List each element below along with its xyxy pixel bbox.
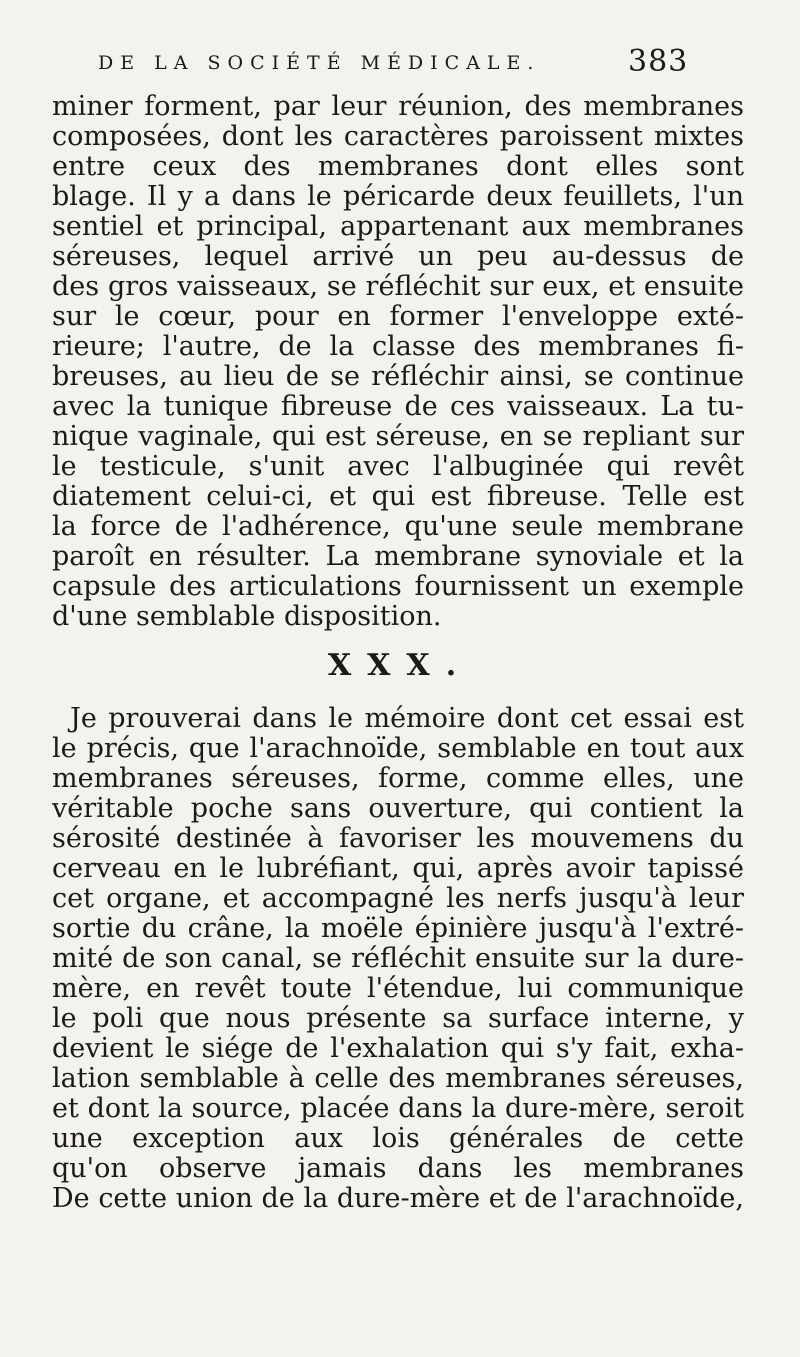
running-head: DE LA SOCIÉTÉ MÉDICALE. [98, 52, 541, 74]
paragraph-2 [52, 704, 744, 1214]
text-line: le poli que nous présente sa surface interne, y [52, 1004, 744, 1034]
text-line: breuses, au lieu de se réfléchir ainsi, se continue [52, 362, 744, 392]
text-line: sérosité destinée à favoriser les mouvemens du [52, 824, 744, 854]
paragraph-1 [52, 92, 744, 632]
text-line: qu'on observe jamais dans les membranes [52, 1154, 744, 1184]
text-line: diatement celui-ci, et qui est fibreuse. Telle est [52, 482, 744, 512]
text-line: lation semblable à celle des membranes séreuses, [52, 1064, 744, 1094]
text-line: des gros vaisseaux, se réfléchit sur eux, et ensuite [52, 272, 744, 302]
text-line: composées, dont les caractères paroissent mixtes [52, 122, 744, 152]
text-line: capsule des articulations fournissent un exemple [52, 572, 744, 602]
text-line: Je prouverai dans le mémoire dont cet essai est [70, 704, 744, 734]
text-line: De cette union de la dure-mère et de l'arachnoïde, [52, 1184, 744, 1214]
page-header [0, 44, 800, 94]
text-line: nique vaginale, qui est séreuse, en se repliant sur [52, 422, 744, 452]
text-line: membranes séreuses, forme, comme elles, une [52, 764, 744, 794]
section-title: XXX. [327, 648, 473, 683]
text-line: sur le cœur, pour en former l'enveloppe exté- [52, 302, 744, 332]
text-line: sortie du crâne, la moële épinière jusqu'à l'extré- [52, 914, 744, 944]
text-line: sentiel et principal, appartenant aux membranes [52, 212, 744, 242]
text-line: le précis, que l'arachnoïde, semblable en tout aux [52, 734, 744, 764]
text-line: devient le siége de l'exhalation qui s'y fait, exha- [52, 1034, 744, 1064]
text-line: entre ceux des membranes dont elles sont [52, 152, 744, 182]
text-line: la force de l'adhérence, qu'une seule membrane [52, 512, 744, 542]
text-line: d'une semblable disposition. [52, 601, 442, 632]
text-line: et dont la source, placée dans la dure-mère, seroit [52, 1094, 744, 1124]
text-line: blage. Il y a dans le péricarde deux feuillets, l'un [52, 182, 744, 212]
text-line: séreuses, lequel arrivé un peu au-dessus de [52, 242, 744, 272]
text-line: véritable poche sans ouverture, qui contient la [52, 794, 744, 824]
text-line: le testicule, s'unit avec l'albuginée qui revêt [52, 452, 744, 482]
text-line: mité de son canal, se réfléchit ensuite sur la dure- [52, 944, 744, 974]
text-line: miner forment, par leur réunion, des membranes [52, 92, 744, 122]
page-number: 383 [628, 44, 689, 79]
text-line: cet organe, et accompagné les nerfs jusqu'à leur [52, 884, 744, 914]
text-line: rieure; l'autre, de la classe des membranes fi- [52, 332, 744, 362]
text-line: cerveau en le lubréfiant, qui, après avoir tapissé [52, 854, 744, 884]
text-line: paroît en résulter. La membrane synoviale et la [52, 542, 744, 572]
text-line: une exception aux lois générales de cette [52, 1124, 744, 1154]
text-line: avec la tunique fibreuse de ces vaisseaux. La tu- [52, 392, 744, 422]
text-line: mère, en revêt toute l'étendue, lui communique [52, 974, 744, 1004]
